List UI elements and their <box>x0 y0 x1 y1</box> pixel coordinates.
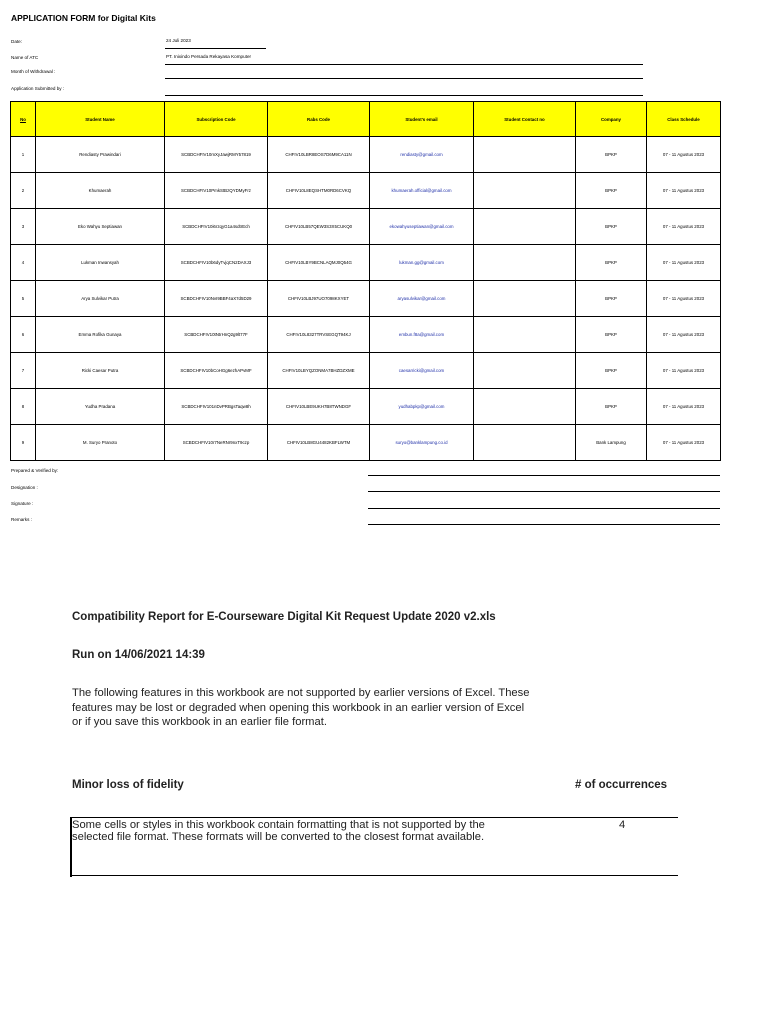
cell-contact <box>474 245 576 281</box>
cell-rabs-code: CHFIV10LB8GU4482KBFLWTM <box>268 425 370 461</box>
field-month-underline <box>165 78 643 79</box>
cell-class-schedule: 07 - 11 Agustus 2023 <box>647 389 721 425</box>
cell-rabs-code: CHFIV10LBYQZONMA7BHZDZXME <box>268 353 370 389</box>
issue-count: 4 <box>619 819 626 831</box>
cell-student-name: Yudha Pradana <box>36 389 165 425</box>
field-atc-value[interactable]: PT. Inixindo Persada Rekayasa Komputer <box>166 54 252 59</box>
cell-email-link[interactable]: yudhabpkp@gmail.com <box>370 389 474 425</box>
cell-class-schedule: 07 - 11 Agustus 2023 <box>647 425 721 461</box>
cell-contact <box>474 389 576 425</box>
field-date-label: Date: <box>11 39 22 44</box>
cell-no: 5 <box>11 281 36 317</box>
cell-contact <box>474 353 576 389</box>
field-date-value[interactable]: 24 Juli 2023 <box>166 38 191 43</box>
table-row <box>11 209 721 245</box>
cell-student-name: Emma Rofika Gunaya <box>36 317 165 353</box>
table-row <box>11 353 721 389</box>
cell-contact <box>474 317 576 353</box>
cell-subscription-code: SCBDCHFIV10tNtrHnQ2g9lt77F <box>165 317 268 353</box>
header-no: No <box>11 102 36 137</box>
cell-company: BPKP <box>576 137 647 173</box>
cell-email-link[interactable]: khumaerah.official@gmail.com <box>370 173 474 209</box>
issue-description: Some cells or styles in this workbook contain formatting that is not supported by the selected file format. These formats will be converted to the closest format available. <box>72 819 485 844</box>
cell-company: BPKP <box>576 317 647 353</box>
cell-company: BPKP <box>576 245 647 281</box>
cell-subscription-code: SCBDCHFIV10bCoHGg6ezhAPvMF <box>165 353 268 389</box>
cell-student-name: M. Suryo Pranoto <box>36 425 165 461</box>
designation-line <box>368 491 720 492</box>
cell-no: 4 <box>11 245 36 281</box>
minor-loss-heading: Minor loss of fidelity <box>72 779 184 791</box>
cell-student-name: Eko Wahyu Septiawan <box>36 209 165 245</box>
field-submitted <box>11 84 643 96</box>
cell-rabs-code: CHFIV10LBJ97UO7098KXYET <box>268 281 370 317</box>
cell-contact <box>474 173 576 209</box>
designation-label: Designation : <box>11 485 38 490</box>
cell-rabs-code: CHFIV10L8EQSHTM0RD6CVKQ <box>268 173 370 209</box>
cell-class-schedule: 07 - 11 Agustus 2023 <box>647 245 721 281</box>
header-company: Company <box>576 102 647 137</box>
header-student-email: Student's email <box>370 102 474 137</box>
cell-no: 1 <box>11 137 36 173</box>
cell-no: 3 <box>11 209 36 245</box>
cell-company: Bank Lampung <box>576 425 647 461</box>
cell-rabs-code: CHFIV10LB57QEW3S3X5CUKQ0 <box>268 209 370 245</box>
cell-email-link[interactable]: rendiasty@gmail.com <box>370 137 474 173</box>
signature-line <box>368 508 720 509</box>
cell-subscription-code: SCBDCHFIV101nDvPRBgsTaqw8h <box>165 389 268 425</box>
table-row <box>11 281 721 317</box>
report-title: Compatibility Report for E-Courseware Digital Kit Request Update 2020 v2.xls <box>72 611 496 623</box>
cell-email-link[interactable]: aryasulvikar@gmail.com <box>370 281 474 317</box>
report-description: The following features in this workbook are not supported by earlier versions of Excel. These features may be lost or degraded when opening this workbook in an earlier version of Excel or if you save this workbook in an earlier file format. <box>72 687 530 728</box>
table-row <box>11 389 721 425</box>
header-class-schedule: Class Schedule <box>647 102 721 137</box>
cell-student-name: Ricki Caesar Putra <box>36 353 165 389</box>
cell-email-link[interactable]: lukman.gg@gmail.com <box>370 245 474 281</box>
cell-email-link[interactable]: caesarricki@gmail.com <box>370 353 474 389</box>
remarks-line <box>368 524 720 525</box>
cell-no: 8 <box>11 389 36 425</box>
cell-student-name: Lukman Inwansyah <box>36 245 165 281</box>
cell-student-name: Khumaerah <box>36 173 165 209</box>
header-subscription-code: Subscription Code <box>165 102 268 137</box>
cell-email-link[interactable]: ekowahyuseptiawan@gmail.com <box>370 209 474 245</box>
field-date <box>11 37 643 49</box>
cell-company: BPKP <box>576 209 647 245</box>
table-row <box>11 245 721 281</box>
cell-subscription-code: SCBDCHFIV10mXyJawjRMY57819 <box>165 137 268 173</box>
field-submitted-underline <box>165 95 643 96</box>
cell-contact <box>474 209 576 245</box>
cell-company: BPKP <box>576 173 647 209</box>
cell-subscription-code: SCBDCHFIV10b6dyTvjqCN2DAXJ3 <box>165 245 268 281</box>
field-submitted-label: Application Submitted by : <box>11 86 65 91</box>
cell-no: 6 <box>11 317 36 353</box>
cell-rabs-code: CHFIV10LBR8EOS7D6M9CA11N <box>268 137 370 173</box>
cell-class-schedule: 07 - 11 Agustus 2023 <box>647 281 721 317</box>
cell-student-name: Arya Sulvikar Putra <box>36 281 165 317</box>
cell-no: 9 <box>11 425 36 461</box>
cell-class-schedule: 07 - 11 Agustus 2023 <box>647 209 721 245</box>
field-date-underline <box>165 48 266 49</box>
cell-subscription-code: SCBDCHFIV10r7NeRNr9nxT9czp <box>165 425 268 461</box>
field-month-label: Month of Withdrawal : <box>11 69 56 74</box>
cell-email-link[interactable]: suryo@banklampung.co.id <box>370 425 474 461</box>
remarks-label: Remarks : <box>11 517 32 522</box>
occurrences-heading: # of occurrences <box>575 779 668 791</box>
cell-contact <box>474 425 576 461</box>
cell-class-schedule: 07 - 11 Agustus 2023 <box>647 353 721 389</box>
cell-company: BPKP <box>576 281 647 317</box>
header-rabs-code: Rabs Code <box>268 102 370 137</box>
report-run-date: Run on 14/06/2021 14:39 <box>72 649 205 661</box>
table-row <box>11 317 721 353</box>
issue-row <box>70 817 678 876</box>
field-month <box>11 67 643 79</box>
cell-email-link[interactable]: embun.f8a@gmail.com <box>370 317 474 353</box>
cell-rabs-code: CHFIV10L8327TRVSEGQT94KJ <box>268 317 370 353</box>
cell-no: 2 <box>11 173 36 209</box>
cell-student-name: Rendiasty Prawindari <box>36 137 165 173</box>
field-atc <box>11 53 643 65</box>
cell-subscription-code: SCBDCHFIV10NvI9BBF4aX7d5D29 <box>165 281 268 317</box>
table-header-row <box>11 102 721 137</box>
cell-class-schedule: 07 - 11 Agustus 2023 <box>647 137 721 173</box>
cell-contact <box>474 281 576 317</box>
cell-contact <box>474 137 576 173</box>
table-row <box>11 425 721 461</box>
cell-subscription-code: SCBDCHFIV10i6rzqyG1a4sdtrEch <box>165 209 268 245</box>
prepared-line <box>368 475 720 476</box>
digital-kits-table <box>10 101 721 461</box>
cell-company: BPKP <box>576 353 647 389</box>
cell-class-schedule: 07 - 11 Agustus 2023 <box>647 173 721 209</box>
cell-rabs-code: CHFIV10LBY9BCNLAQMJ0Q54G <box>268 245 370 281</box>
field-atc-label: Name of ATC <box>11 55 39 60</box>
cell-rabs-code: CHFIV10LBE9UKH7B8TWNDGF <box>268 389 370 425</box>
cell-no: 7 <box>11 353 36 389</box>
field-atc-underline <box>165 64 643 65</box>
form-title: APPLICATION FORM for Digital Kits <box>11 13 156 23</box>
header-student-contact: Student Contact no <box>474 102 576 137</box>
cell-class-schedule: 07 - 11 Agustus 2023 <box>647 317 721 353</box>
header-student-name: Student Name <box>36 102 165 137</box>
signature-label: Signature : <box>11 501 34 506</box>
cell-company: BPKP <box>576 389 647 425</box>
table-row <box>11 173 721 209</box>
cell-subscription-code: SCBDCHFIV10PmkStBzQYDMyFrz <box>165 173 268 209</box>
table-row <box>11 137 721 173</box>
prepared-label: Prepared & Verified by: <box>11 468 59 473</box>
